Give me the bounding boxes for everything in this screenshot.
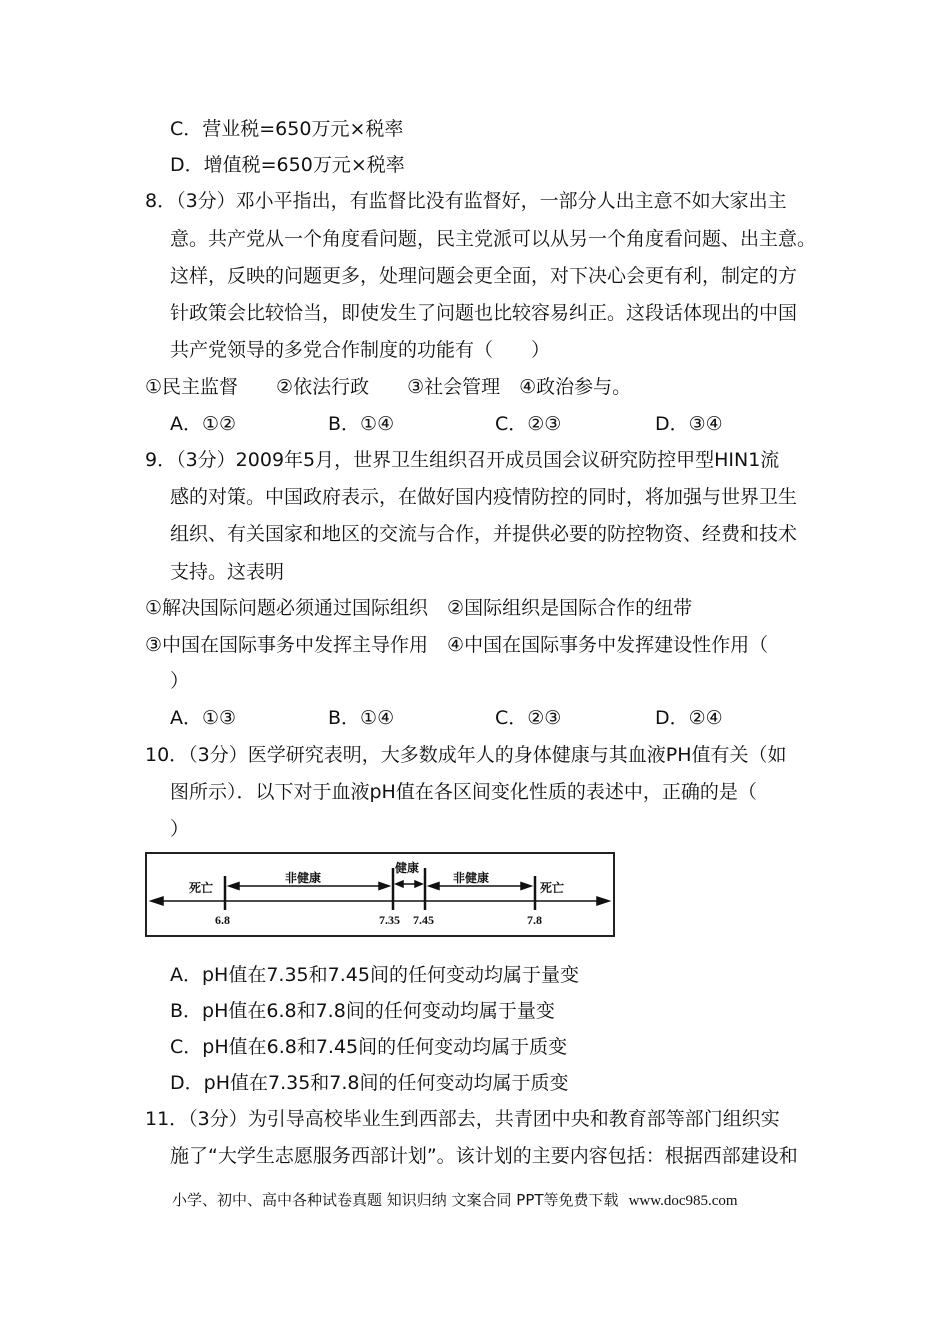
q10-stem-line-3: ） <box>170 818 190 840</box>
q9-option-c: C．②③ <box>495 707 562 729</box>
q10-option-c: C．pH值在6.8和7.45间的任何变动均属于质变 <box>170 1036 568 1058</box>
ph-health-figure <box>145 852 615 937</box>
label-death-right: 死亡 <box>540 881 565 895</box>
range-arrow-left-icon <box>229 883 239 890</box>
q10-stem-line-2: 图所示）．以下对于血液pH值在各区间变化性质的表述中，正确的是（ <box>170 781 757 803</box>
axis-right-arrow-icon <box>597 897 609 905</box>
q11-stem-line-2: 施了“大学生志愿服务西部计划”。该计划的主要内容包括：根据西部建设和 <box>170 1145 798 1167</box>
q8-stem-line-2: 意。共产党从一个角度看问题，民主党派可以从另一个角度看问题、出主意。 <box>170 228 817 250</box>
q10-stem-line-1: 10．（3分）医学研究表明，大多数成年人的身体健康与其血液PH值有关（如 <box>145 744 787 766</box>
q10-option-d: D．pH值在7.35和7.8间的任何变动均属于质变 <box>170 1072 569 1094</box>
q9-items-3: ） <box>170 670 190 692</box>
q8-stem-line-5: 共产党领导的多党合作制度的功能有（ ） <box>170 339 551 361</box>
q9-option-d: D．②④ <box>655 707 723 729</box>
q9-stem-line-4: 支持。这表明 <box>170 561 285 583</box>
q9-items-1: ①解决国际问题必须通过国际组织 ②国际组织是国际合作的纽带 <box>145 597 693 619</box>
q9-option-a: A．①③ <box>170 707 237 729</box>
label-unhealthy-right: 非健康 <box>453 871 490 885</box>
q9-stem-line-3: 组织、有关国家和地区的交流与合作，并提供必要的防控物资、经费和技术 <box>170 523 798 545</box>
label-unhealthy-left: 非健康 <box>285 871 322 885</box>
q8-stem-line-1: 8．（3分）邓小平指出，有监督比没有监督好，一部分人出主意不如大家出主 <box>145 190 787 212</box>
q8-items: ①民主监督 ②依法行政 ③社会管理 ④政治参与。 <box>145 376 632 398</box>
q8-option-d: D．③④ <box>655 413 723 435</box>
range-arrow-left-icon <box>429 883 439 890</box>
q10-option-b: B．pH值在6.8和7.8间的任何变动均属于量变 <box>170 1000 555 1022</box>
tick-label-7-35: 7.35 <box>379 913 400 927</box>
page-footer <box>172 1190 738 1211</box>
range-arrow-right-icon <box>415 881 422 887</box>
q9-stem-line-1: 9．（3分）2009年5月，世界卫生组织召开成员国会议研究防控甲型HIN1流 <box>145 449 780 471</box>
q11-stem-line-1: 11．（3分）为引导高校毕业生到西部去，共青团中央和教育部等部门组织实 <box>145 1108 780 1130</box>
axis-left-arrow-icon <box>151 897 163 905</box>
tick-label-6-8: 6.8 <box>215 913 230 927</box>
tick-label-7-45: 7.45 <box>413 913 434 927</box>
q9-items-2: ③中国在国际事务中发挥主导作用 ④中国在国际事务中发挥建设性作用（ <box>145 634 769 656</box>
q10-option-a: A．pH值在7.35和7.45间的任何变动均属于量变 <box>170 964 579 986</box>
q7-option-d: D．增值税=650万元×税率 <box>170 154 405 176</box>
q8-stem-line-4: 针政策会比较恰当，即使发生了问题也比较容易纠正。这段话体现出的中国 <box>170 302 798 324</box>
label-healthy: 健康 <box>395 861 420 875</box>
footer-text: 小学、初中、高中各种试卷真题 知识归纳 文案合同 PPT等免费下载 <box>172 1191 619 1209</box>
range-arrow-right-icon <box>521 883 531 890</box>
q8-option-b: B．①④ <box>328 413 395 435</box>
label-death-left: 死亡 <box>189 881 214 895</box>
tick-label-7-8: 7.8 <box>527 913 542 927</box>
q9-option-b: B．①④ <box>328 707 395 729</box>
footer-url: www.doc985.com <box>628 1193 738 1209</box>
q9-stem-line-2: 感的对策。中国政府表示，在做好国内疫情防控的同时，将加强与世界卫生 <box>170 486 798 508</box>
q8-option-a: A．①② <box>170 413 237 435</box>
ph-diagram <box>147 854 613 935</box>
q7-option-c: C．营业税=650万元×税率 <box>170 118 404 140</box>
q8-option-c: C．②③ <box>495 413 562 435</box>
q8-stem-line-3: 这样，反映的问题更多，处理问题会更全面，对下决心会更有利，制定的方 <box>170 265 798 287</box>
range-arrow-left-icon <box>396 881 403 887</box>
range-arrow-right-icon <box>379 883 389 890</box>
